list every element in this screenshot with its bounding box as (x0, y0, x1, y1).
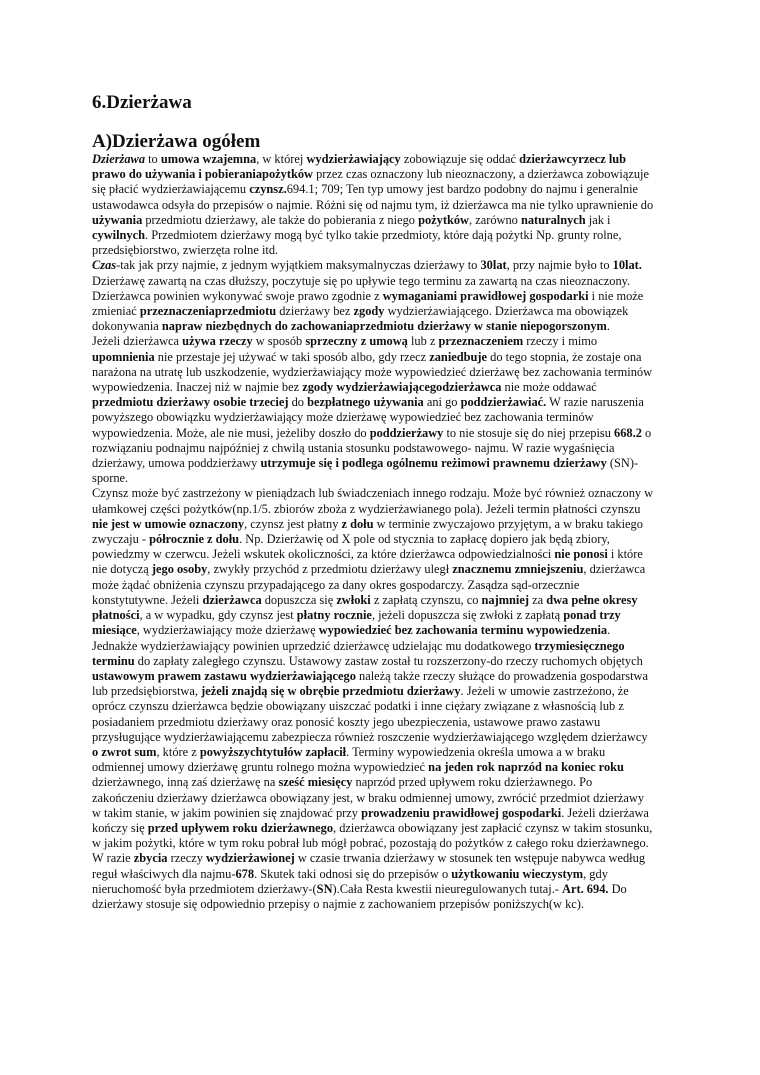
text-line (92, 836, 672, 851)
text-segment: do tego stopnia, że zostaje ona (487, 349, 642, 364)
text-segment: dopuszcza się (261, 592, 337, 607)
section-heading: 6.Dzierżawa (92, 92, 192, 113)
text-segment: i nie może (588, 288, 644, 303)
text-line (92, 547, 672, 562)
bold-text: wypowiedzieć bez zachowania terminu wypowiedzenia (318, 623, 608, 638)
text-line (92, 441, 672, 456)
bold-text: wymaganiami prawidłowej gospodarki (382, 288, 589, 303)
text-line (92, 274, 672, 289)
text-segment: nie przestaje jej używać w taki sposób albo, gdy rzecz (154, 349, 430, 364)
text-segment: w sposób (252, 334, 306, 349)
text-segment: , czynsz jest płatny (244, 516, 342, 531)
text-segment: za (529, 592, 547, 607)
bold-text: zbycia (133, 851, 168, 866)
bold-text: 10lat. (612, 258, 642, 273)
text-segment: W razie naruszenia (546, 395, 644, 410)
emphasis-text: Czas (92, 258, 117, 273)
text-line (92, 806, 672, 821)
text-segment: Jeżeli dzierżawca (92, 334, 183, 349)
text-segment: posiadaniem przedmiotu dzierżawy oraz ponosić koszty jego ubezpieczenia, ustawowe prawo zastawu (92, 714, 601, 729)
text-segment: . Jeżeli w umowie zastrzeżono, że (460, 684, 629, 699)
text-segment: należą także rzeczy służące do prowadzenia gospodarstwa (355, 668, 648, 683)
text-segment: do zapłaty zaległego czynszu. Ustawowy zastaw został tu rozszerzony-do rzeczy ruchomych objętych (134, 653, 643, 668)
text-segment: ułamkowej części pożytków(np.1/5. zbiorów zboża z wydzierżawianego pola). Jeżeli termin płatności czynszu (92, 501, 641, 516)
text-segment: jak i (585, 212, 611, 227)
text-line (92, 304, 672, 319)
text-line (92, 745, 672, 760)
bold-text: umowa wzajemna (160, 152, 257, 166)
text-segment: zakończeniu dzierżawy dzierżawca obowiązany jest, w braku odmiennej umowy, zwrócić przedmiot dzierżawy (92, 790, 645, 805)
text-line (92, 821, 672, 836)
text-line (92, 775, 672, 790)
bold-text: półrocznie z dołu (149, 532, 240, 547)
bold-text: prowadzeniu prawidłowej gospodarki (361, 805, 562, 820)
text-line (92, 471, 672, 486)
bold-text: sześć miesięcy (278, 775, 353, 790)
text-line (92, 395, 672, 410)
text-segment: , a w wypadku, gdy czynsz jest (139, 608, 297, 623)
bold-text: utrzymuje się i podlega ogólnemu reżimowi prawnemu dzierżawy (260, 456, 607, 471)
text-segment: , zwykły przychód z przedmiotu dzierżawy uległ (207, 562, 453, 577)
text-segment: . Terminy wypowiedzenia określa umowa a w braku (346, 744, 606, 759)
subsection-heading: A)Dzierżawa ogółem (92, 131, 261, 152)
bold-text: terminu (92, 653, 135, 668)
text-segment: ani go (423, 395, 461, 410)
text-segment: zwyczaju - (92, 532, 150, 547)
text-segment: przysługujące wydzierżawiającemu zabezpiecza również roszczenie wydzierżawiającego względem dzierżawcy (92, 729, 648, 744)
bold-text: napraw niezbędnych do zachowaniaprzedmiotu dzierżawy w stanie niepogorszonym (161, 319, 607, 334)
text-line (92, 410, 672, 425)
bold-text: używa rzeczy (182, 334, 253, 349)
bold-text: Art. 694. (562, 881, 609, 896)
text-segment: Czynsz może być zastrzeżony w pieniądzach lub świadczeniach innego rodzaju. Może być również oznaczony w (92, 486, 654, 501)
bold-text: nie jest w umowie oznaczony (92, 516, 245, 531)
text-segment: przez czas oznaczony lub nieoznaczony, a dzierżawca zobowiązuje (313, 167, 649, 182)
text-segment: do (288, 395, 308, 410)
text-segment: , dzierżawca (583, 562, 646, 577)
text-segment: , dzierżawca obowiązany jest zapłacić czynsz w takim stosunku, (333, 820, 653, 835)
bold-text: na jeden rok naprzód na koniec roku (428, 760, 624, 775)
text-line (92, 608, 672, 623)
text-line (92, 319, 672, 334)
bold-text: zwłoki (336, 592, 371, 607)
text-segment: Jednakże wydzierżawiający powinien uprzedzić dzierżawcę udzielając mu dodatkowego (92, 638, 535, 653)
text-segment: rzeczy (167, 851, 206, 866)
text-line (92, 654, 672, 669)
text-line (92, 365, 672, 380)
text-segment: ).Cała Resta kwestii nieuregulowanych tutaj.- (332, 881, 563, 896)
text-line (92, 639, 672, 654)
bold-text: użytkowaniu wieczystym (451, 866, 584, 881)
text-line (92, 243, 672, 258)
bold-text: jego osoby (151, 562, 208, 577)
bold-text: przed upływem roku dzierżawnego (147, 820, 334, 835)
bold-text: zgody (353, 304, 385, 319)
bold-text: bezpłatnego używania (307, 395, 424, 410)
text-line (92, 578, 672, 593)
text-segment: . (606, 319, 610, 334)
bold-text: płatny rocznie (296, 608, 372, 623)
text-segment: , jeżeli dopuszcza się zwłoki z zapłatą (371, 608, 564, 623)
bold-text: nie ponosi (554, 547, 608, 562)
text-segment: ustawodawca odsyła do przepisów o najmie. Różni się od najmu tym, iż dzierżawca ma nie tylko uprawnienie do (92, 197, 654, 212)
text-segment: konstytutywne. Jeżeli (92, 592, 203, 607)
text-segment: 694.1; 709; Ten typ umowy jest bardzo podobny do najmu i generalnie (286, 182, 639, 197)
text-segment: z zapłatą czynszu, co (370, 592, 482, 607)
text-segment: o (641, 425, 652, 440)
text-line (92, 456, 672, 471)
bold-text: zaniedbuje (429, 349, 488, 364)
bold-text: 678 (235, 866, 255, 881)
text-segment: powyższego obowiązku wydzierżawiający może dzierżawę wypowiedzieć bez zachowania terminów (92, 410, 594, 425)
text-line (92, 867, 672, 882)
text-line (92, 882, 672, 897)
text-line (92, 715, 672, 730)
text-segment: Do (608, 881, 627, 896)
text-line (92, 380, 672, 395)
text-segment: w czasie trwania dzierżawy w stosunek ten wstępuje nabywca według (294, 851, 646, 866)
text-line (92, 562, 672, 577)
text-segment: wypowiedzenia. Może, ale nie musi, jeżeliby doszło do (92, 425, 370, 440)
bold-text: wydzierżawiający (306, 152, 401, 166)
text-segment: , gdy (583, 866, 608, 881)
bold-italic-text (92, 258, 116, 272)
text-segment: , które z (156, 744, 200, 759)
bold-text: czynsz. (249, 182, 287, 197)
bold-italic-text (92, 152, 145, 166)
bold-text: używania (92, 212, 143, 227)
bold-text: dwa pełne okresy (546, 592, 638, 607)
text-segment: oprócz czynszu dzierżawca będzie obowiązany uiszczać podatki i inne ciężary związane z własnością lub z (92, 699, 624, 714)
text-segment: nie może oddawać (501, 380, 597, 395)
text-line (92, 228, 672, 243)
text-segment: zmieniać (92, 304, 140, 319)
text-segment: wydzierżawiającego. Dzierżawca ma obowiązek (384, 304, 629, 319)
text-segment: odmiennej umowy dzierżawę gruntu rolnego można wypowiedzieć (92, 760, 429, 775)
text-line (92, 334, 672, 349)
bold-text: przedmiotu dzierżawy osobie trzeciej (92, 395, 289, 410)
text-line (92, 182, 672, 197)
text-segment: lub przedsiębiorstwa, (92, 684, 202, 699)
bold-text: wydzierżawionej (205, 851, 295, 866)
text-segment: rozwiązaniu podnajmu najpóźniej z chwilą ustania stosunku podstawowego- najmu. W razie wygaśnięcia (92, 440, 615, 455)
text-line (92, 760, 672, 775)
text-line (92, 730, 672, 745)
bold-text: ustawowym prawem zastawu wydzierżawiającego (92, 668, 356, 683)
text-segment: . (607, 623, 611, 638)
text-segment: dzierżawnego, inną zaś dzierżawę na (92, 775, 279, 790)
text-segment: w takim stanie, w jakim powinien się znajdować przy (92, 805, 362, 820)
text-segment: dzierżawy stosuje się odpowiednio przepisy o najmie z zachowaniem przepisów poniższych(w kc). (92, 896, 585, 911)
text-segment: naprzód przed upływem roku dzierżawnego. Po (352, 775, 593, 790)
bold-text: SN (316, 881, 333, 896)
text-segment: dzierżawy bez (276, 304, 354, 319)
text-segment: dokonywania (92, 319, 162, 334)
text-segment: nie dotyczą (92, 562, 152, 577)
text-segment: to (145, 152, 161, 166)
text-line (92, 258, 672, 273)
text-segment: , wydzierżawiający może dzierżawę (136, 623, 319, 638)
text-segment: kończy się (92, 820, 148, 835)
text-line (92, 426, 672, 441)
emphasis-text: Dzierżawa (92, 152, 146, 166)
bold-text: miesiące (92, 623, 137, 638)
text-line (92, 152, 672, 167)
text-segment: Dzierżawca powinien wykonywać swoje prawo zgodnie z (92, 288, 383, 303)
text-segment: nieruchomość była przedmiotem dzierżawy-( (92, 881, 317, 896)
document-body (92, 152, 672, 912)
text-segment: dzierżawy, umowa poddzierżawy (92, 456, 261, 471)
bold-text: cywilnych (92, 228, 146, 243)
text-line (92, 167, 672, 182)
bold-text: pożytków (418, 212, 470, 227)
text-line (92, 623, 672, 638)
text-line (92, 593, 672, 608)
text-segment: , zarówno (469, 212, 521, 227)
text-line (92, 502, 672, 517)
text-line (92, 669, 672, 684)
bold-text: przeznaczeniaprzedmiotu (139, 304, 277, 319)
text-line (92, 289, 672, 304)
bold-text: poddzierżawiać. (460, 395, 547, 410)
bold-text: przeznaczeniem (438, 334, 524, 349)
text-line (92, 791, 672, 806)
text-line (92, 684, 672, 699)
text-line (92, 851, 672, 866)
bold-text: znacznemu zmniejszeniu (452, 562, 584, 577)
text-segment: sporne. (92, 471, 129, 486)
text-segment: przedmiotu dzierżawy, ale także do pobierania z niego (142, 212, 419, 227)
text-segment: w terminie zwyczajowo przyjętym, a w braku takiego (373, 516, 643, 531)
bold-text: sprzeczny z umową (305, 334, 408, 349)
text-segment: . Przedmiotem dzierżawy mogą być tylko takie przedmioty, które dają pożytki Np. grunty rolne, (145, 228, 622, 243)
text-line (92, 213, 672, 228)
text-segment: zobowiązuje się oddać (400, 152, 520, 166)
bold-text: 30lat (480, 258, 507, 273)
bold-text: dzierżawca (202, 592, 262, 607)
bold-text: zgody wydzierżawiającegodzierżawca (302, 380, 502, 395)
bold-text: ponad trzy (563, 608, 621, 623)
text-segment: i które (607, 547, 643, 562)
text-segment: powiedzmy w czerwcu. Jeżeli wskutek okoliczności, za które dzierżawca odpowiedzialności (92, 547, 555, 562)
text-segment: w jakim pożytki, które w tym roku pobrał lub mógł pobrać, pozostają do pożytków z całego roku dzierżawnego. (92, 836, 649, 851)
text-segment: wypowiedzenia. Inaczej niż w najmie bez (92, 380, 303, 395)
text-segment: może żądać obniżenia czynszu przypadającego za dany okres gospodarczy. Zasądza sąd-orzecznie (92, 577, 580, 592)
text-segment: . Np. Dzierżawię od X pole od stycznia to zapłacę dopiero jak będą zbiory, (239, 532, 610, 547)
bold-text: prawo do używania i pobieraniapożytków (92, 167, 313, 182)
text-segment: (SN)- (606, 456, 639, 471)
bold-text: poddzierżawy (369, 425, 444, 440)
text-segment: , w której (256, 152, 307, 166)
text-segment: to nie stosuje się do niej przepisu (443, 425, 615, 440)
bold-text: dzierżawcyrzecz lub (519, 152, 627, 166)
text-segment: narażona na utratę lub uszkodzenie, wydzierżawiający może wypowiedzieć dzierżawę bez zachowania terminów (92, 364, 653, 379)
bold-text: płatności (92, 608, 140, 623)
bold-text: jeżeli znajdą się w obrębie przedmiotu dzierżawy (201, 684, 461, 699)
bold-text: powyższychtytułów zapłacił (199, 744, 347, 759)
text-segment: Dzierżawę zawartą na czas dłuższy, poczytuje się po upływie tego terminu za zawartą na czas nieoznaczony. (92, 273, 631, 288)
text-segment: rzeczy i mimo (523, 334, 598, 349)
bold-text: z dołu (341, 516, 374, 531)
bold-text: o zwrot sum (92, 744, 157, 759)
text-line (92, 350, 672, 365)
text-segment: W razie (92, 851, 134, 866)
text-line (92, 699, 672, 714)
text-segment: , przy najmie było to (506, 258, 613, 273)
text-segment: . Skutek taki odnosi się do przepisów o (254, 866, 452, 881)
text-line (92, 897, 672, 912)
text-segment: reguł właściwych dla najmu- (92, 866, 236, 881)
text-line (92, 517, 672, 532)
text-segment: . Jeżeli dzierżawa (561, 805, 649, 820)
bold-text: najmniej (481, 592, 529, 607)
text-segment: lub z (407, 334, 439, 349)
text-line (92, 532, 672, 547)
text-line (92, 486, 672, 501)
bold-text: 668.2 (614, 425, 642, 440)
bold-text: trzymiesięcznego (534, 638, 625, 653)
text-segment: -tak jak przy najmie, z jednym wyjątkiem maksymalnyczas dzierżawy to (116, 258, 481, 273)
bold-text: upomnienia (92, 349, 155, 364)
text-segment: przedsiębiorstwo, zwierzęta rolne itd. (92, 243, 279, 258)
bold-text: naturalnych (520, 212, 586, 227)
text-line (92, 198, 672, 213)
text-segment: się płacić wydzierżawiającemu (92, 182, 250, 197)
